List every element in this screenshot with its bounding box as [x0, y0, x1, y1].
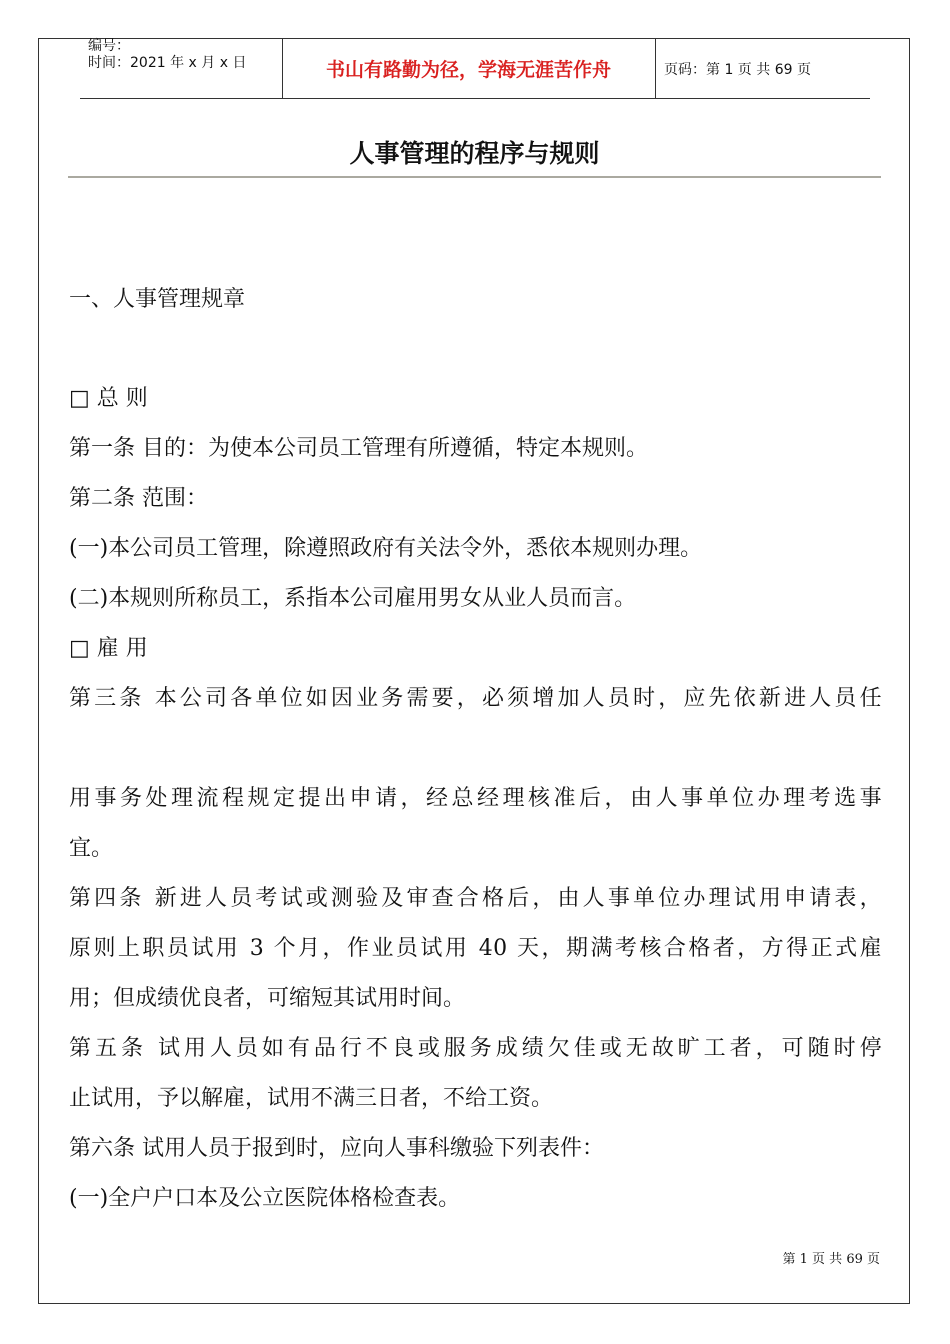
article-2-item-2: (二)本规则所称员工，系指本公司雇用男女从业人员而言。 — [69, 586, 637, 611]
header-page-number: 页码：第 1 页 共 69 页 — [664, 61, 811, 78]
article-5-line: 止试用，予以解雇，试用不满三日者，不给工资。 — [69, 1086, 554, 1111]
header-meta — [88, 38, 246, 72]
article-6-item-1: (一)全户户口本及公立医院体格检查表。 — [69, 1186, 461, 1211]
article-3-line: 用事务处理流程规定提出申请，经总经理核准后，由人事单位办理考选事 — [69, 786, 882, 811]
page-border — [38, 38, 910, 1304]
document-title: 人事管理的程序与规则 — [349, 139, 600, 168]
article-3-line: 宜。 — [69, 836, 114, 861]
general-provisions-heading: □ 总 则 — [69, 386, 148, 411]
article-4-line: 用；但成绩优良者，可缩短其试用时间。 — [69, 986, 466, 1011]
article-2: 第二条 范围： — [69, 486, 208, 511]
title-rule — [68, 176, 881, 178]
article-5-line: 第五条 试用人员如有品行不良或服务成绩欠佳或无故旷工者，可随时停 — [69, 1036, 882, 1061]
header-motto: 书山有路勤为径，学海无涯苦作舟 — [325, 59, 611, 81]
article-6-line: 第六条 试用人员于报到时，应向人事科缴验下列表件： — [69, 1136, 604, 1161]
document-date: 时间：2021 年 x 月 x 日 — [88, 55, 247, 71]
employment-heading: □ 雇 用 — [69, 636, 148, 661]
article-1: 第一条 目的：为使本公司员工管理有所遵循，特定本规则。 — [69, 436, 648, 461]
section-heading: 一、人事管理规章 — [69, 287, 246, 312]
article-3-line: 第三条 本公司各单位如因业务需要，必须增加人员时，应先依新进人员任 — [69, 686, 882, 711]
article-4-line: 原则上职员试用 3 个月，作业员试用 40 天，期满考核合格者，方得正式雇 — [69, 936, 882, 961]
footer-page-number: 第 1 页 共 69 页 — [782, 1252, 880, 1267]
header-divider — [655, 38, 656, 99]
article-4-line: 第四条 新进人员考试或测验及审查合格后，由人事单位办理试用申请表， — [69, 886, 882, 911]
article-2-item-1: (一)本公司员工管理，除遵照政府有关法令外，悉依本规则办理。 — [69, 536, 703, 561]
document-number-label: 编号： — [88, 38, 130, 54]
